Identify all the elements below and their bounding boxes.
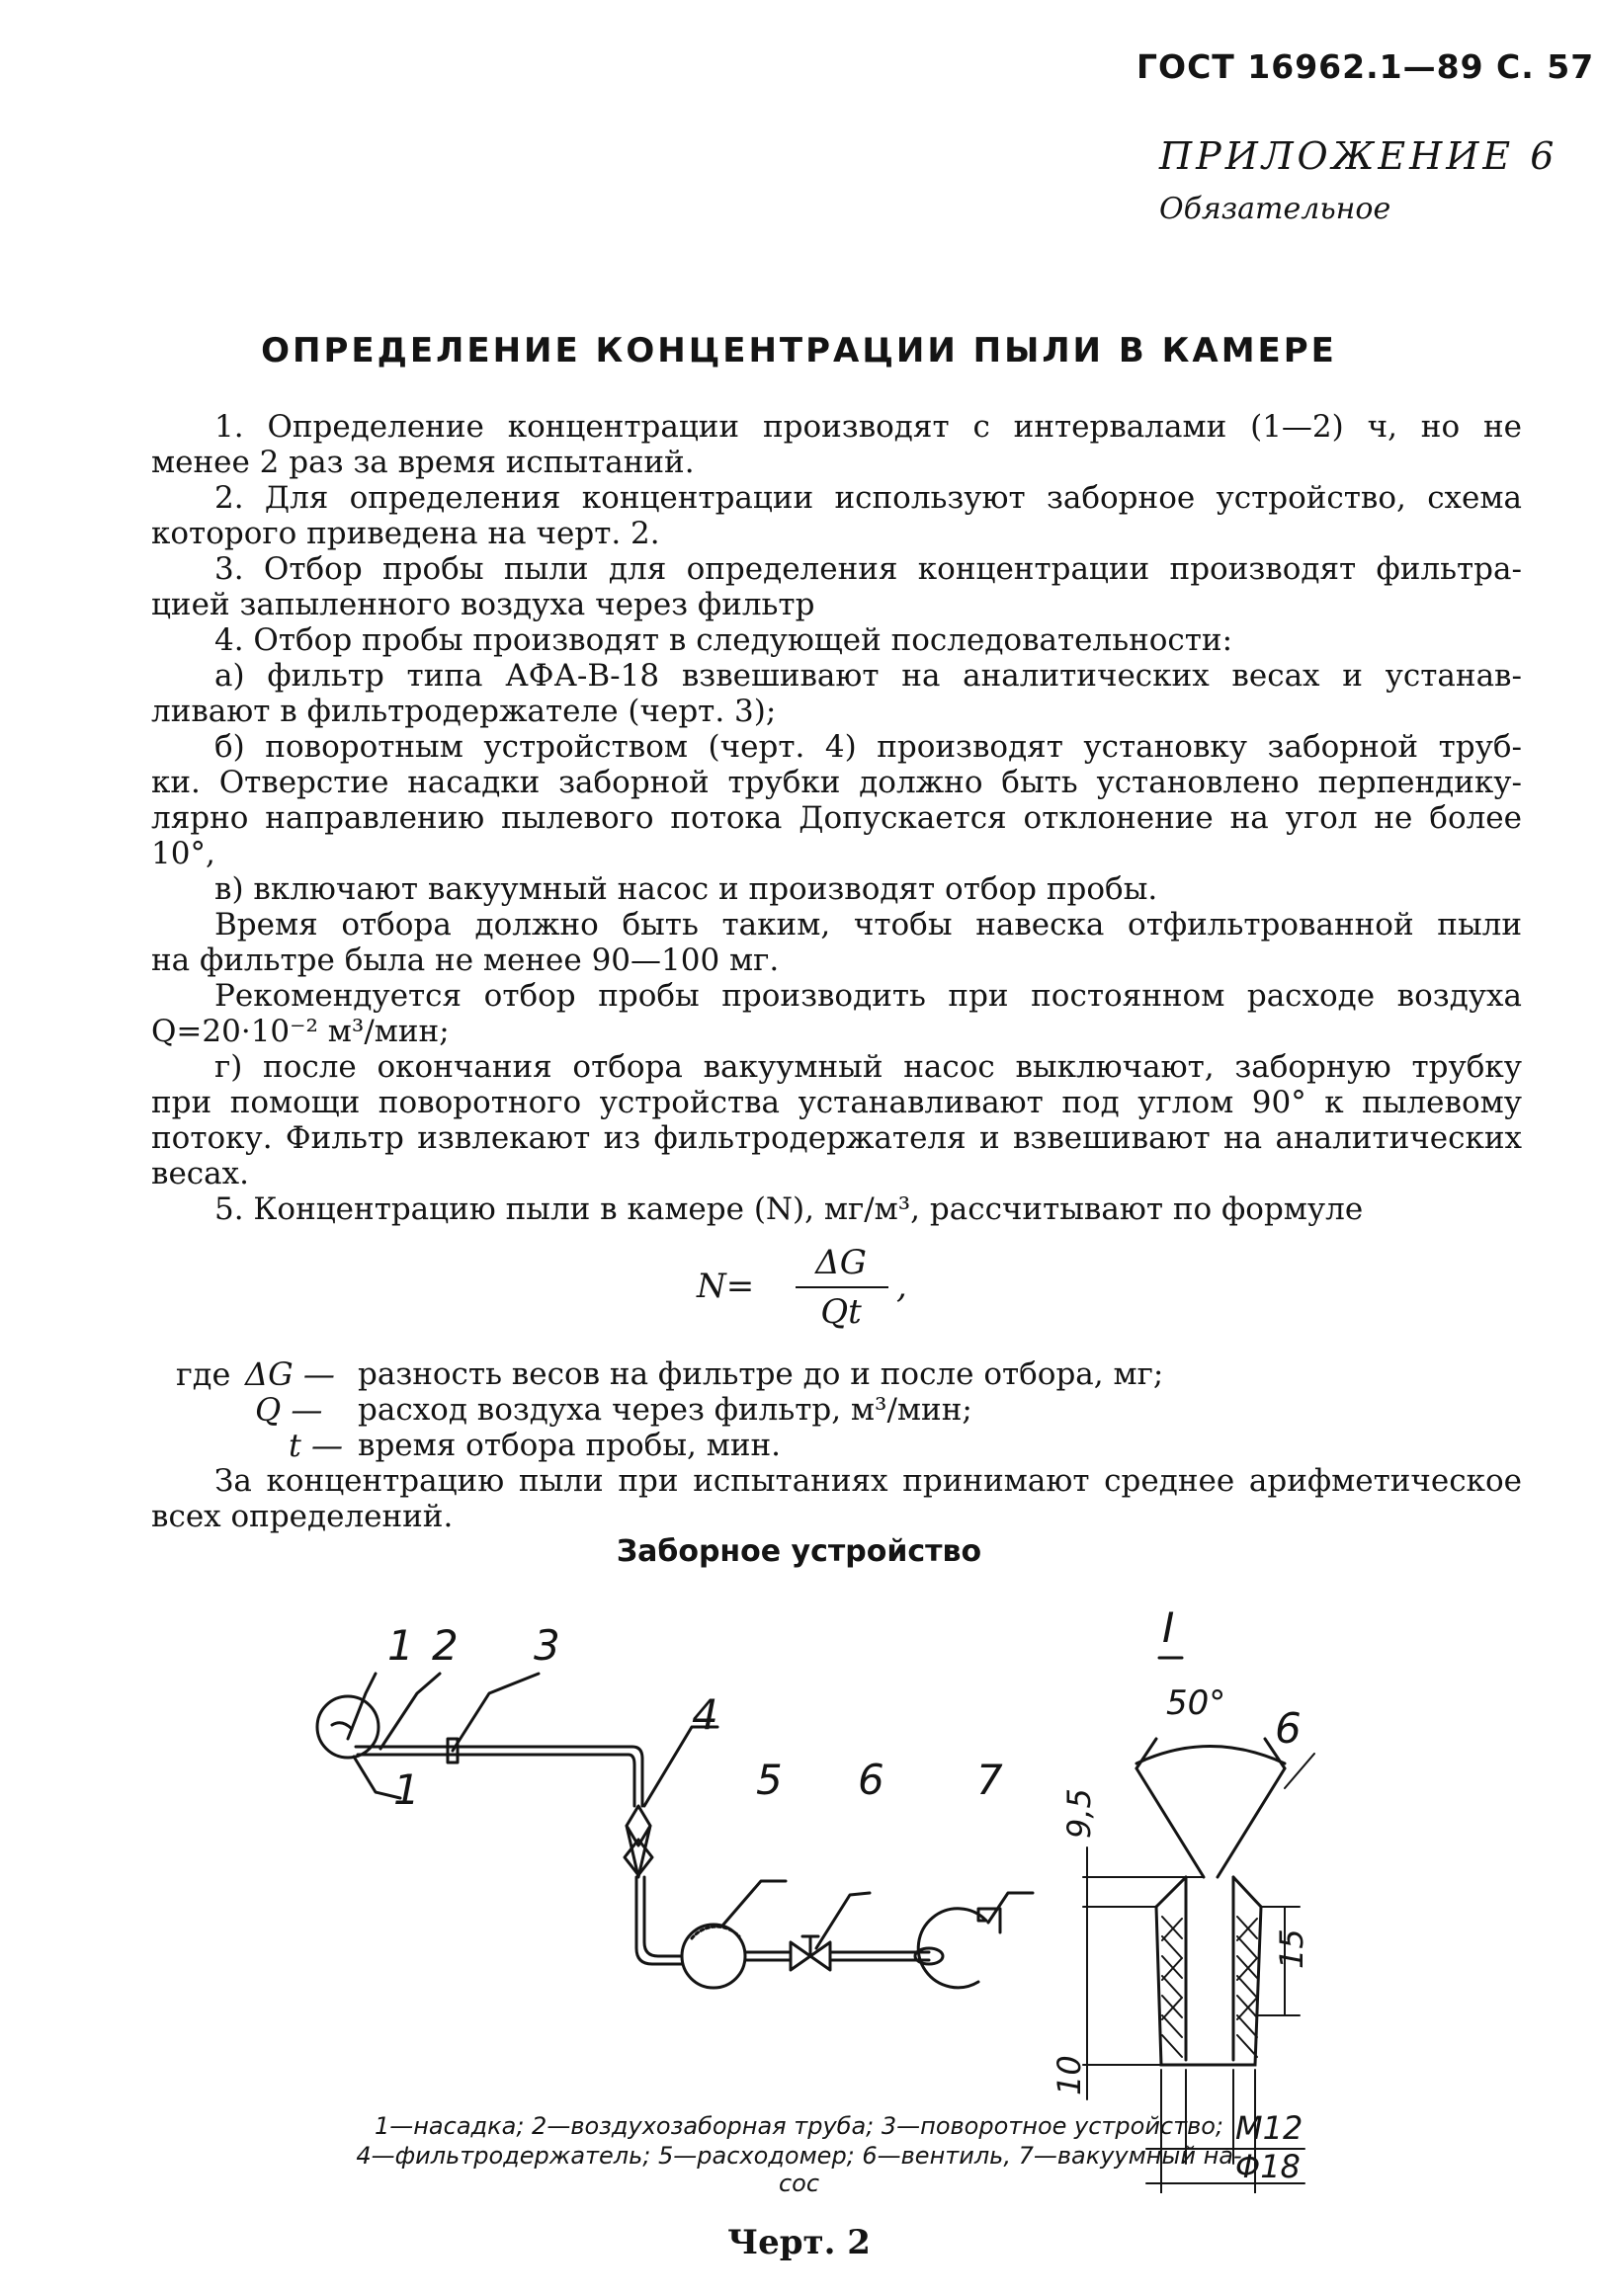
item-g-line-1: г) после окончания отбора вакуумный насос выключают, заборную трубку <box>214 1049 1522 1085</box>
cone-left <box>1136 1768 1204 1877</box>
formula-numerator: ΔG <box>815 1243 867 1282</box>
angle-arc <box>1136 1747 1285 1764</box>
leader-2 <box>380 1674 440 1749</box>
appendix-title: ПРИЛОЖЕНИЕ 6 <box>1159 134 1558 178</box>
leader-6b <box>1285 1754 1314 1788</box>
definition-2-symbol: Q — <box>255 1391 323 1429</box>
paragraph-1-line-1: 1. Определение концентрации производят с интервалами (1—2) ч, но не <box>214 409 1522 445</box>
formula-lhs: N= <box>697 1267 755 1306</box>
nozzle-tip <box>332 1723 352 1729</box>
label-6b: 6 <box>1275 1704 1302 1753</box>
recommend-line-2: Q=20·10⁻² м³/мин; <box>151 1014 450 1049</box>
leader-4 <box>644 1727 717 1806</box>
item-a-line-1: а) фильтр типа АФА-В-18 взвешивают на аналитических весах и устанав- <box>214 658 1522 694</box>
standard-reference: ГОСТ 16962.1—89 С. 57 <box>1136 47 1595 86</box>
cone-right <box>1218 1768 1285 1877</box>
legend-line-3: сос <box>778 2170 820 2197</box>
paragraph-4-line-1: 4. Отбор пробы производят в следующей последовательности: <box>214 622 1233 658</box>
leader-6 <box>816 1893 870 1948</box>
recommend-line-1: Рекомендуется отбор пробы производить при постоянном расходе воздуха <box>214 978 1522 1014</box>
definition-3-text: время отбора пробы, мин. <box>358 1428 781 1463</box>
paragraph-3-line-1: 3. Отбор пробы пыли для определения концентрации производят фильтра- <box>214 551 1522 587</box>
paragraph-5-line-1: 5. Концентрацию пыли в камере (N), мг/м³, рассчитывают по формуле <box>214 1191 1364 1227</box>
item-g-line-4: весах. <box>151 1156 249 1191</box>
item-g-line-2: при помощи поворотного устройства устанавливают под углом 90° к пылевому <box>151 1085 1522 1120</box>
view-label: I <box>1162 1603 1175 1652</box>
page-title: ОПРЕДЕЛЕНИЕ КОНЦЕНТРАЦИИ ПЫЛИ В КАМЕРЕ <box>261 331 1337 370</box>
tube-to-flowmeter-bottom <box>644 1877 682 1956</box>
label-1b: 1 <box>393 1765 420 1814</box>
leader-5 <box>723 1881 786 1925</box>
label-10: 10 <box>1051 2055 1088 2095</box>
label-2: 2 <box>432 1621 459 1670</box>
item-g-line-3: потоку. Фильтр извлекают из фильтродержателя и взвешивают на аналитических <box>151 1120 1522 1156</box>
time-line-2: на фильтре была не менее 90—100 мг. <box>151 943 780 978</box>
item-v-line-1: в) включают вакуумный насос и производят отбор пробы. <box>214 871 1158 907</box>
item-b-line-2: ки. Отверстие насадки заборной трубки должно быть установлено перпендику- <box>151 765 1522 800</box>
item-b-line-3: лярно направлению пылевого потока Допускается отклонение на угол не более <box>151 800 1522 836</box>
closing-line-2: всех определений. <box>151 1499 454 1534</box>
paragraph-2-line-2: которого приведена на черт. 2. <box>151 516 660 551</box>
definition-2-text: расход воздуха через фильтр, м³/мин; <box>358 1392 972 1428</box>
figure-title: Заборное устройство <box>616 1534 982 1569</box>
label-6: 6 <box>858 1756 884 1804</box>
nozzle-hatching <box>1162 1917 1257 2057</box>
appendix-status: Обязательное <box>1159 192 1391 226</box>
label-5: 5 <box>756 1756 783 1804</box>
label-m12: M12 <box>1235 2109 1304 2147</box>
nozzle-chamfer <box>1156 1877 1261 1907</box>
leader-3 <box>453 1674 539 1751</box>
legend-line-2: 4—фильтродержатель; 5—расходомер; 6—вентиль, 7—вакуумный на- <box>356 2142 1242 2170</box>
time-line-1: Время отбора должно быть таким, чтобы навеска отфильтрованной пыли <box>214 907 1522 943</box>
label-9-5: 9,5 <box>1060 1788 1098 1839</box>
legend-line-1: 1—насадка; 2—воздухозаборная труба; 3—поворотное устройство; <box>374 2112 1224 2140</box>
definition-3-symbol: t — <box>289 1427 344 1464</box>
label-1: 1 <box>387 1621 414 1670</box>
sampling-device-drawing <box>0 1581 1598 2193</box>
label-f18: Φ18 <box>1235 2148 1301 2185</box>
formula-trailing: , <box>896 1267 907 1306</box>
figure-caption: Черт. 2 <box>727 2223 871 2262</box>
item-b-line-1: б) поворотным устройством (черт. 4) производят установку заборной труб- <box>214 729 1522 765</box>
fraction-bar <box>796 1286 888 1288</box>
label-angle: 50° <box>1166 1683 1226 1723</box>
item-a-line-2: ливают в фильтродержателе (черт. 3); <box>151 694 777 729</box>
paragraph-2-line-1: 2. Для определения концентрации используют заборное устройство, схема <box>214 480 1522 516</box>
closing-line-1: За концентрацию пыли при испытаниях принимают среднее арифметическое <box>214 1463 1522 1499</box>
item-b-line-4: 10°, <box>151 836 215 871</box>
definition-1-symbol: ΔG — <box>245 1355 335 1393</box>
paragraph-3-line-2: цией запыленного воздуха через фильтр <box>151 587 815 622</box>
paragraph-1-line-2: менее 2 раз за время испытаний. <box>151 445 695 480</box>
label-4: 4 <box>692 1690 718 1739</box>
label-3: 3 <box>534 1621 560 1670</box>
concentration-formula <box>697 1243 914 1332</box>
label-15: 15 <box>1273 1928 1310 1969</box>
where-label: где <box>176 1355 231 1393</box>
nozzle-bore <box>1186 1877 1233 2060</box>
definition-1-text: разность весов на фильтре до и после отбора, мг; <box>358 1356 1164 1392</box>
label-7: 7 <box>976 1756 1003 1804</box>
formula-denominator: Qt <box>820 1292 862 1332</box>
